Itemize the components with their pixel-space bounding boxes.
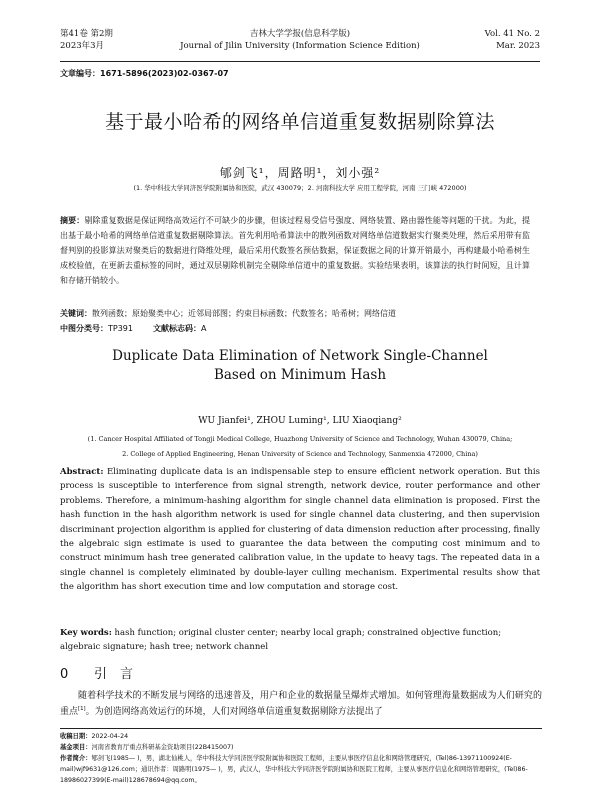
- authors-cn: 郇剑飞¹，周路明¹，刘小强²: [219, 166, 381, 180]
- abstract-en: [60, 465, 540, 595]
- title-cn: 基于最小哈希的网络单信道重复数据剔除算法: [104, 111, 495, 133]
- keywords-en-label: Key words:: [60, 628, 112, 638]
- doc-code-label: 文献标志码：: [152, 324, 201, 333]
- header-date-en: Mar. 2023: [496, 41, 540, 51]
- header-vol-no: Vol. 41 No. 2: [484, 29, 540, 39]
- doc-code-value: A: [200, 324, 207, 333]
- abstract-en-label: Abstract:: [60, 467, 104, 477]
- affiliation-en-1: (1. Cancer Hospital Affiliated of Tongji Medical College, Huazhong University of Science and Technology, Wuhan 430079, China;: [87, 435, 513, 443]
- footnote-divider: [60, 728, 542, 729]
- abstract-cn-text: 剔除重复数据是保证网络高效运行不可缺少的步骤，但该过程易受信号强度、网络装置、路由器性能等问题的干扰。为此，提出基于最小哈希的网络单信道重复数据剔除算法。首先利用哈希算法中的散列函数对网络单信道数据实行聚类处理，然后采用带有监督判别的投影算法对聚类后的数据进行降维处理，最后采用代数签名预估数据，保证数据之间的计算开销最小，再构建最小哈希树生成校验值，在更新去重标签的同时，通过双层剔除机制完全剔除单信道中的重复数据。实验结果表明，该算法的执行时间短，且计算和存储开销较小。: [60, 216, 531, 285]
- received-label: 收稿日期：: [60, 733, 92, 740]
- title-en-line2: Based on Minimum Hash: [213, 367, 387, 383]
- title-en-line1: Duplicate Data Elimination of Network Single-Channel: [112, 348, 488, 364]
- citation-ref: [1]: [78, 706, 86, 712]
- header-journal-en: Journal of Jilin University (Information Science Edition): [180, 41, 420, 51]
- fund-value: 河南省教育厅重点科研基金资助项目(22B415007): [91, 744, 234, 751]
- authors-en: WU Jianfei¹, ZHOU Luming¹, LIU Xiaoqiang²: [198, 416, 402, 426]
- header-divider: [60, 61, 540, 62]
- section-heading: [60, 663, 133, 682]
- header-volume-en: [485, 28, 540, 52]
- intro-text-2: 。为创造网络高效运行的环境，人们对网络单信道重复数据剔除方法提出了: [85, 707, 383, 717]
- abstract-en-text: Eliminating duplicate data is an indispensable step to ensure efficient network operation. But this process is susceptible to interference from signal strength, network device, router performance and other problems. Therefore, a minimum-hashing algorithm for single channel data elimination is proposed. First the hash function in the hash algorithm network is used for single channel data clustering, and then supervision discriminant projection algorithm is applied for clustering of data dimension reduction after processing, finally the algebraic sign estimate is used to guarantee the data between the computing cost minimum and to construct minimum hash tree generated calibration value, in the update to heavy tags. The repeated data in a single channel is completely eliminated by double-layer culling mechanism. Experimental results show that the algorithm has short execution time and low computation and storage cost.: [60, 467, 540, 593]
- header-volume-issue: 第41卷 第2期: [60, 29, 113, 39]
- abstract-cn: [60, 213, 530, 288]
- affiliations-cn: (1. 华中科技大学同济医学院附属协和医院，武汉 430079；2. 河南科技大学 应用工程学院，河南 三门峡 472000): [133, 184, 467, 192]
- received-value: 2022-04-24: [91, 733, 129, 740]
- clc-label: 中图分类号：: [60, 324, 108, 333]
- intro-paragraph: [60, 688, 542, 720]
- footnote-author: [60, 753, 542, 786]
- keywords-en-text: hash function; original cluster center; nearby local graph; constrained objective function; algebraic signature; hash tree; network channel: [60, 628, 502, 652]
- keywords-cn-label: 关键词：: [60, 309, 92, 318]
- article-number: 文章编号：1671-5896(2023)02-0367-07: [60, 69, 229, 78]
- keywords-cn-text: 散列函数；原始聚类中心；近邻局部图；约束目标函数；代数签名；哈希树；网络信道: [92, 309, 396, 318]
- abstract-cn-label: 摘要：: [60, 216, 85, 225]
- footnote-fund: [60, 742, 542, 753]
- author-bio-value: 郇剑飞(1985— )，男，湖北仙桃人，华中科技大学同济医学院附属协和医院工程师，主要从事医疗信息化和网络管理研究，(Tel)86-13971100924(E-mail)wjf9631@126.com；通讯作者：周路明(1975— )，男，武汉人，华中科技大学同济医学院附属协和医院工程师，主要从事医疗信息化和网络管理研究，(Tel)86-18986027399(E-mail)128678694@qq.com。: [60, 755, 528, 784]
- fund-label: 基金项目：: [60, 744, 92, 751]
- keywords-cn: [60, 308, 540, 320]
- footnote-received: [60, 731, 542, 742]
- author-bio-label: 作者简介：: [60, 755, 92, 762]
- classification-cn: [60, 323, 206, 334]
- affiliation-en-2: 2. College of Applied Engineering, Henan University of Science and Technology, Sanmenxia 472000, China): [122, 450, 478, 458]
- header-date-cn: 2023年3月: [60, 41, 105, 51]
- title-en: [0, 347, 600, 385]
- intro-text: 随着科学技术的不断发展与网络的迅速普及，用户和企业的数据量呈爆炸式增加。如何管理海量数据成为人们研究的重点: [60, 691, 542, 717]
- footnote: [60, 731, 542, 786]
- running-header: [60, 28, 540, 60]
- affiliations-en: [40, 432, 560, 462]
- section-title: 引 言: [94, 667, 134, 682]
- section-number: 0: [60, 667, 69, 682]
- header-journal-cn: 吉林大学学报(信息科学版): [249, 29, 351, 39]
- clc-value: TP391: [108, 324, 133, 333]
- keywords-en: [60, 626, 540, 654]
- header-journal: [60, 28, 540, 52]
